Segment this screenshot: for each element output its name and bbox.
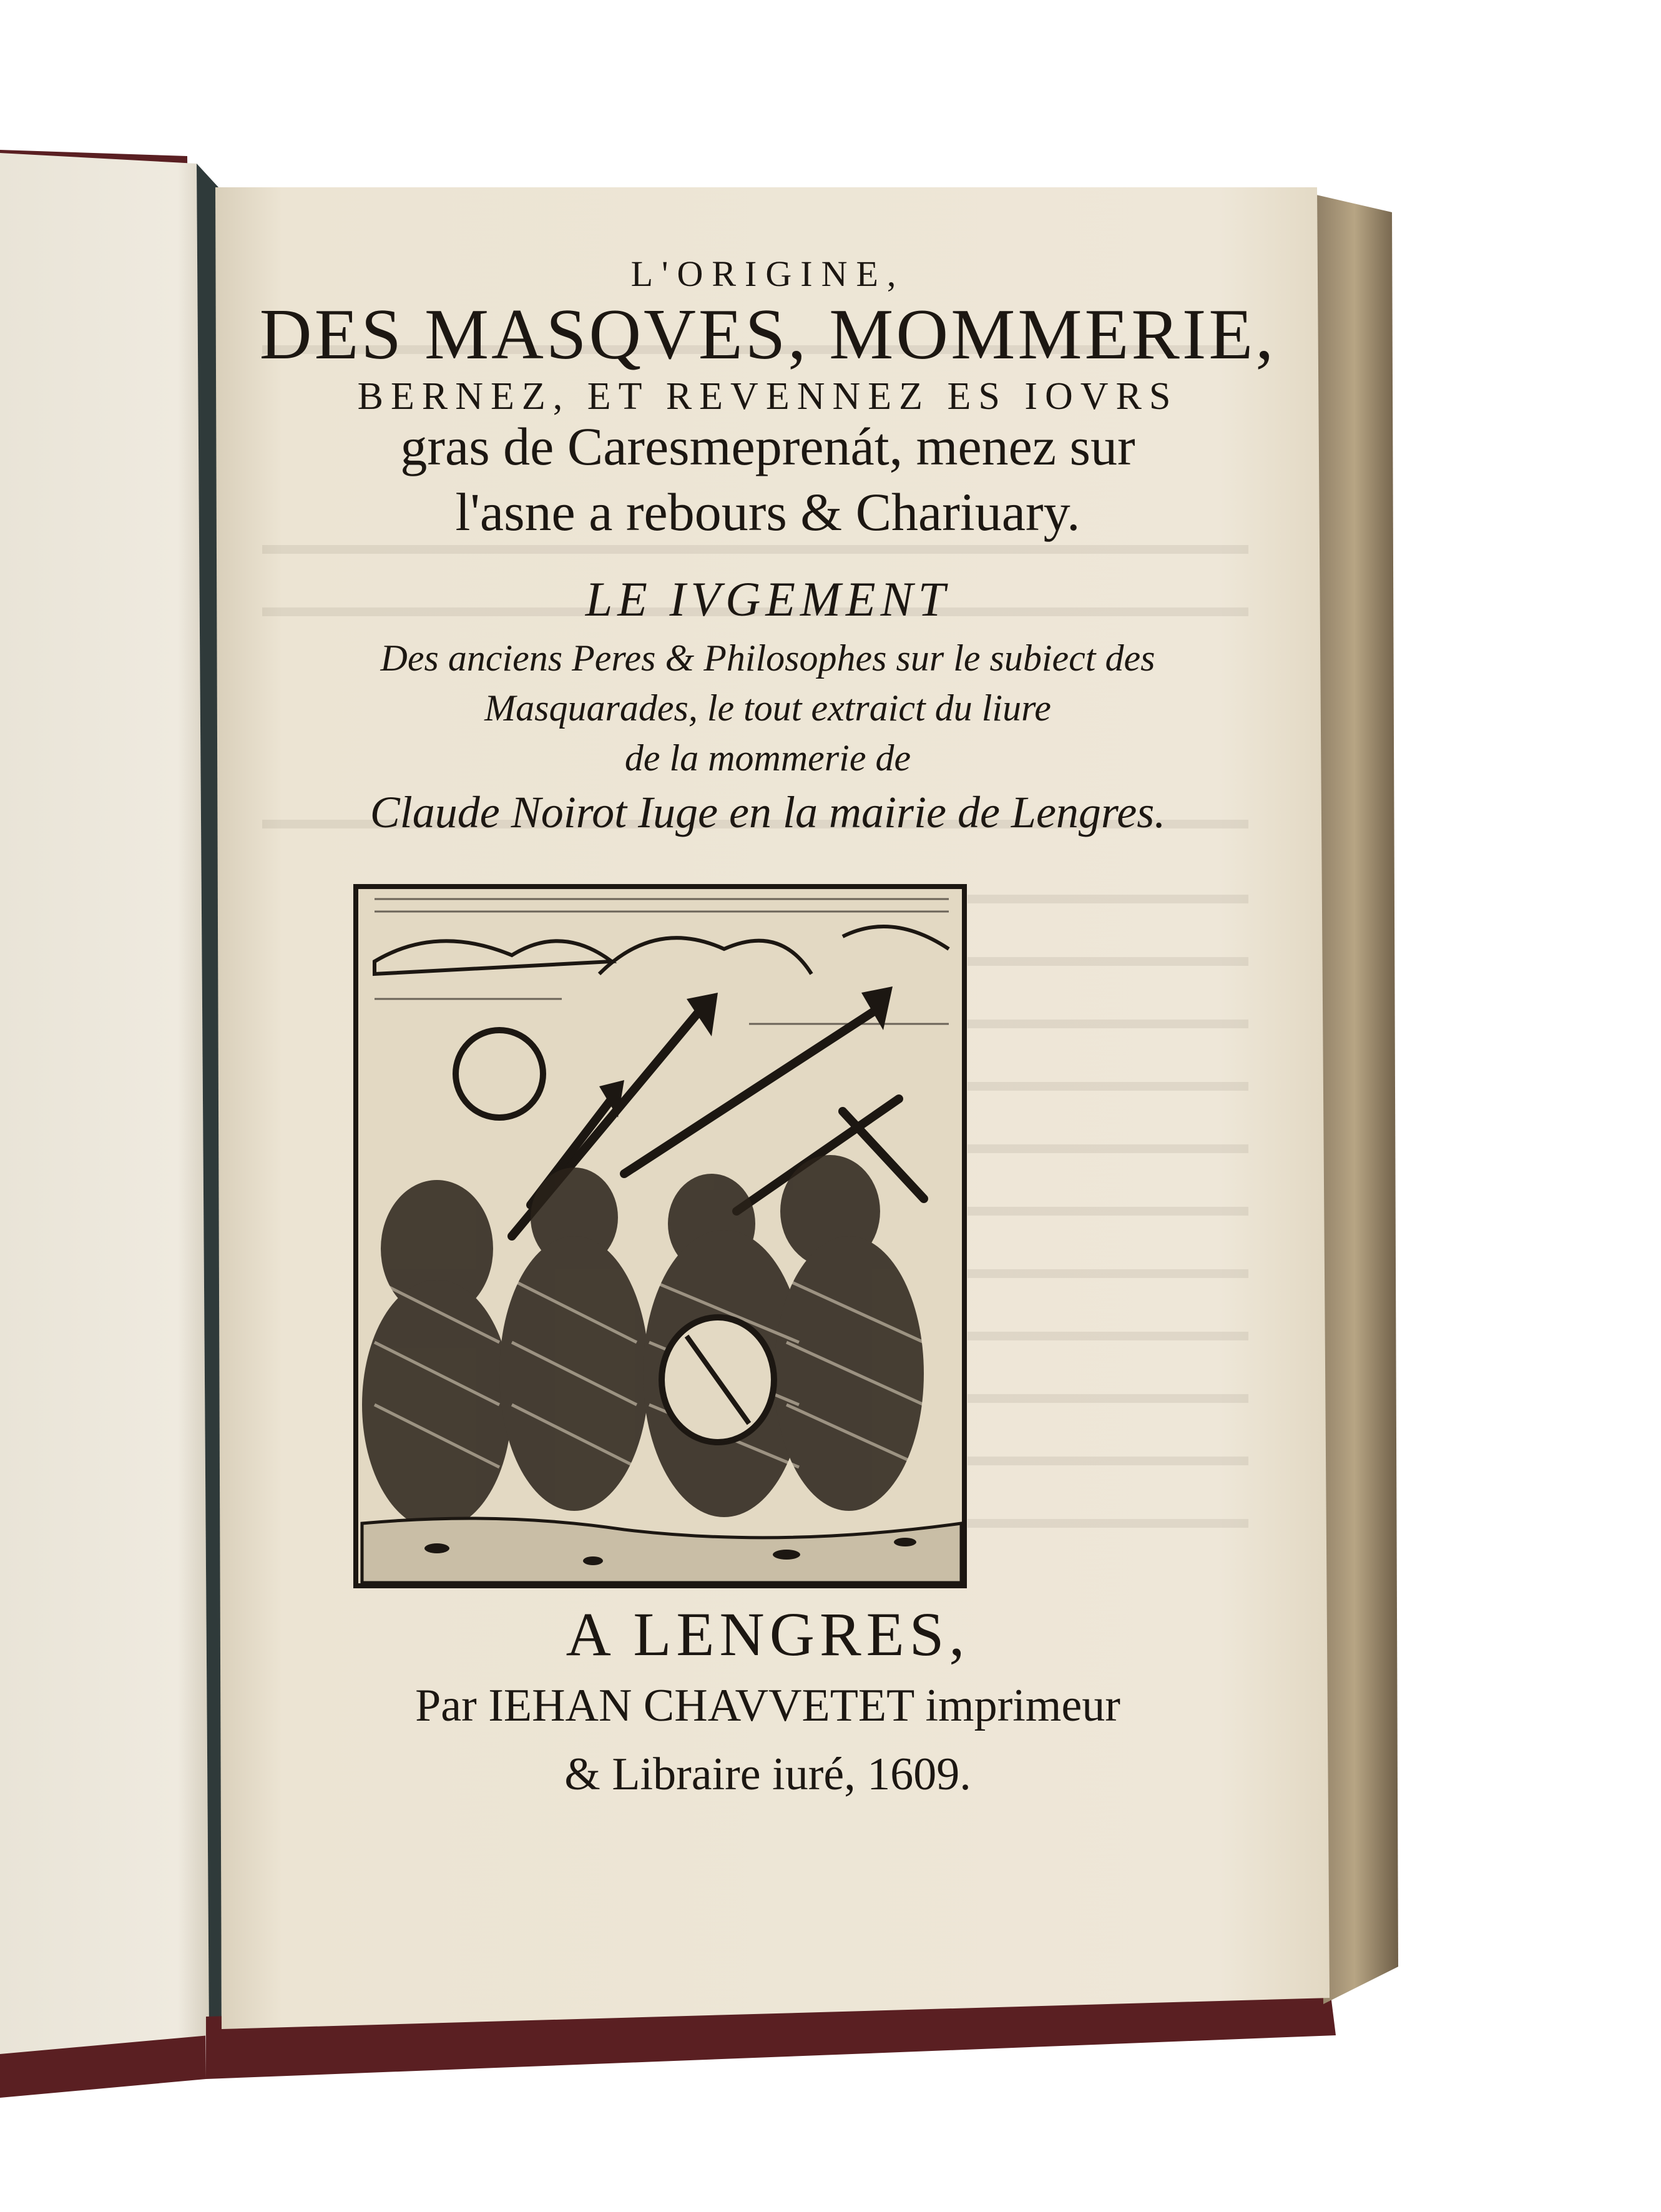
subtitle-line-2: Masquarades, le tout extraict du liure [484, 687, 1051, 729]
title-line-4: gras de Caresmeprenát, menez sur [400, 416, 1135, 476]
title-line-1: L'ORIGINE, [630, 253, 905, 294]
author-line: Claude Noirot Iuge en la mairie de Lengres. [370, 787, 1166, 837]
imprint-printer: Par IEHAN CHAVVETET imprimeur [415, 1680, 1120, 1731]
subtitle-line-1: Des anciens Peres & Philosophes sur le subiect des [380, 637, 1155, 679]
title-line-5: l'asne a rebours & Chariuary. [455, 482, 1080, 542]
imprint-date: & Libraire iuré, 1609. [564, 1749, 971, 1800]
woodcut [356, 887, 964, 1586]
left-page [0, 153, 209, 2054]
subtitle-line-3: de la mommerie de [624, 737, 911, 779]
title-line-3: BERNEZ, ET REVENNEZ ES IOVRS [357, 375, 1178, 418]
title-line-2: DES MASQVES, MOMMERIE, [259, 295, 1276, 375]
imprint-place: A LENGRES, [566, 1600, 970, 1669]
subtitle-heading: LE IVGEMENT [585, 572, 951, 626]
